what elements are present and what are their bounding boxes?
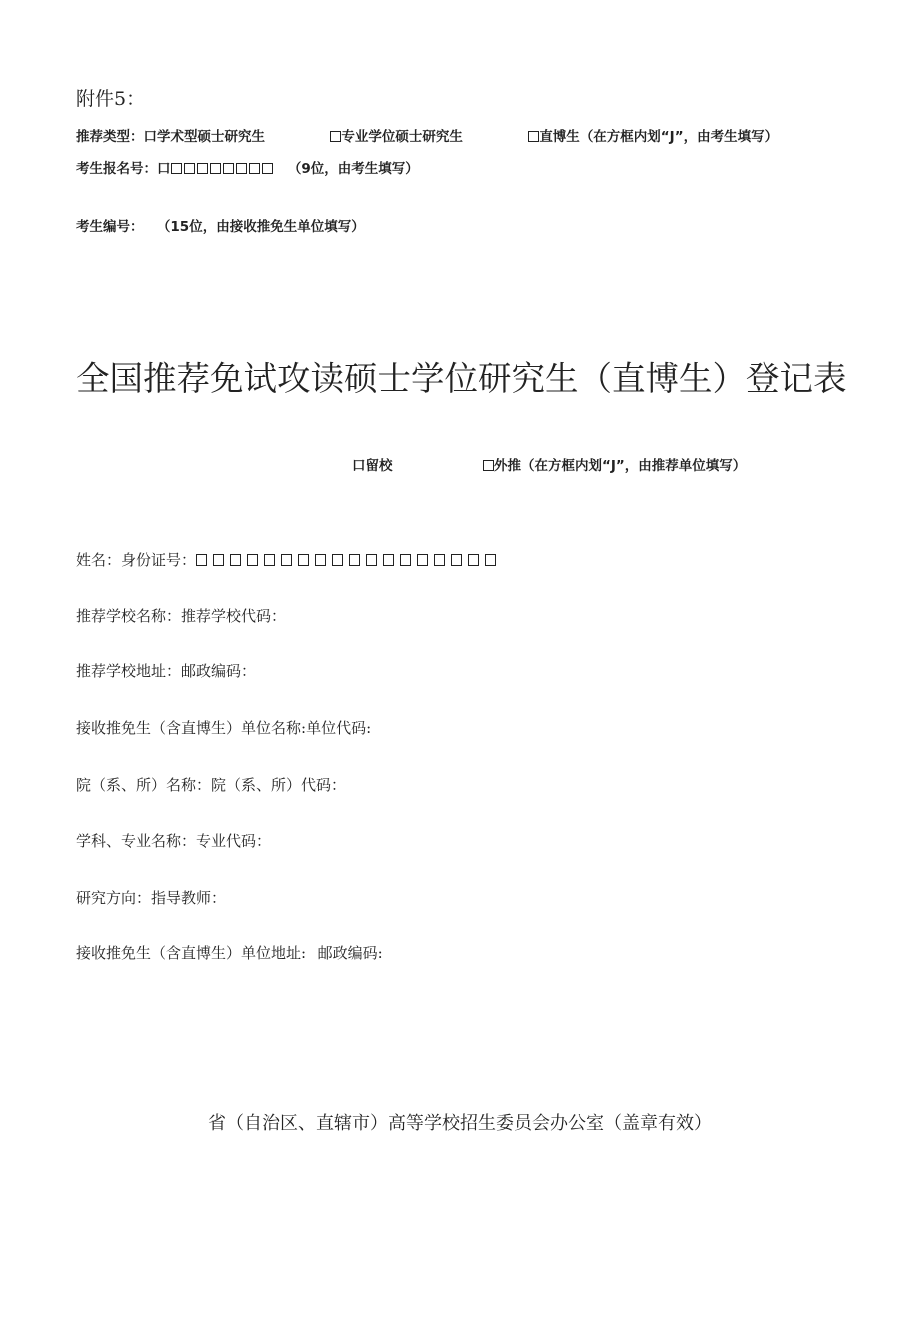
major-code-label: 专业代码：	[196, 832, 272, 850]
academic-checkbox[interactable]: 口	[143, 129, 157, 145]
professional-checkbox[interactable]	[330, 131, 341, 142]
out-option[interactable]	[483, 454, 746, 474]
recommend-type-row	[76, 125, 778, 145]
name-id-row	[76, 549, 496, 570]
dept-code-label: 院（系、所）代码：	[211, 776, 347, 794]
id-number-boxes[interactable]	[196, 554, 496, 566]
candidate-number-row	[76, 215, 365, 235]
direct-phd-label: 直博生	[539, 129, 580, 145]
recv-unit-code-label: 单位代码:	[306, 719, 372, 737]
direction-row	[76, 887, 226, 908]
rec-school-row	[76, 605, 286, 626]
rec-school-address-label: 推荐学校地址：	[76, 662, 182, 680]
postal-code-label-2: 邮政编码:	[317, 944, 383, 962]
recommend-type-label: 推荐类型：	[76, 129, 144, 145]
out-label: 外推	[494, 458, 521, 474]
name-label: 姓名：	[76, 551, 122, 569]
supervisor-label: 指导教师：	[151, 889, 227, 907]
rec-school-name-label: 推荐学校名称：	[76, 607, 182, 625]
recommend-type-note: （在方框内划“J”，由考生填写）	[579, 129, 779, 145]
major-name-label: 学科、专业名称：	[76, 832, 197, 850]
out-checkbox[interactable]	[483, 460, 494, 471]
candidate-number-label: 考生编号：	[76, 219, 144, 235]
rec-school-address-row	[76, 660, 256, 681]
office-stamp-line: 省（自治区、直辖市）高等学校招生委员会办公室（盖章有效）	[208, 1113, 712, 1134]
exam-number-note: （9位，由考生填写）	[287, 161, 419, 177]
stay-label: 留校	[365, 458, 393, 474]
exam-number-boxes[interactable]	[171, 163, 273, 174]
research-direction-label: 研究方向：	[76, 889, 152, 907]
stay-checkbox[interactable]: 口	[352, 458, 366, 474]
major-row	[76, 830, 271, 851]
exam-number-row	[76, 157, 419, 177]
recv-unit-name-label: 接收推免生（含直博生）单位名称:	[76, 719, 307, 737]
rec-school-code-label: 推荐学校代码：	[181, 607, 287, 625]
professional-label: 专业学位硕士研究生	[341, 129, 463, 145]
dept-name-label: 院（系、所）名称：	[76, 776, 212, 794]
candidate-number-note: （15位，由接收推免生单位填写）	[156, 219, 365, 235]
placement-note: （在方框内划“J”，由推荐单位填写）	[521, 458, 747, 474]
stay-option[interactable]	[352, 454, 393, 474]
exam-number-first-box[interactable]: 口	[157, 161, 171, 177]
id-number-label: 身份证号：	[121, 551, 197, 569]
attachment-label: 附件5：	[76, 88, 146, 110]
page-title: 全国推荐免试攻读硕士学位研究生（直博生）登记表	[76, 359, 847, 398]
exam-number-label: 考生报名号：	[76, 161, 157, 177]
recv-unit-address-label: 接收推免生（含直博生）单位地址:	[76, 944, 307, 962]
postal-code-label: 邮政编码：	[181, 662, 257, 680]
academic-label: 学术型硕士研究生	[157, 129, 265, 145]
dept-row	[76, 774, 346, 795]
recv-unit-row	[76, 717, 371, 738]
recv-unit-address-row	[76, 942, 383, 963]
direct-phd-checkbox[interactable]	[528, 131, 539, 142]
